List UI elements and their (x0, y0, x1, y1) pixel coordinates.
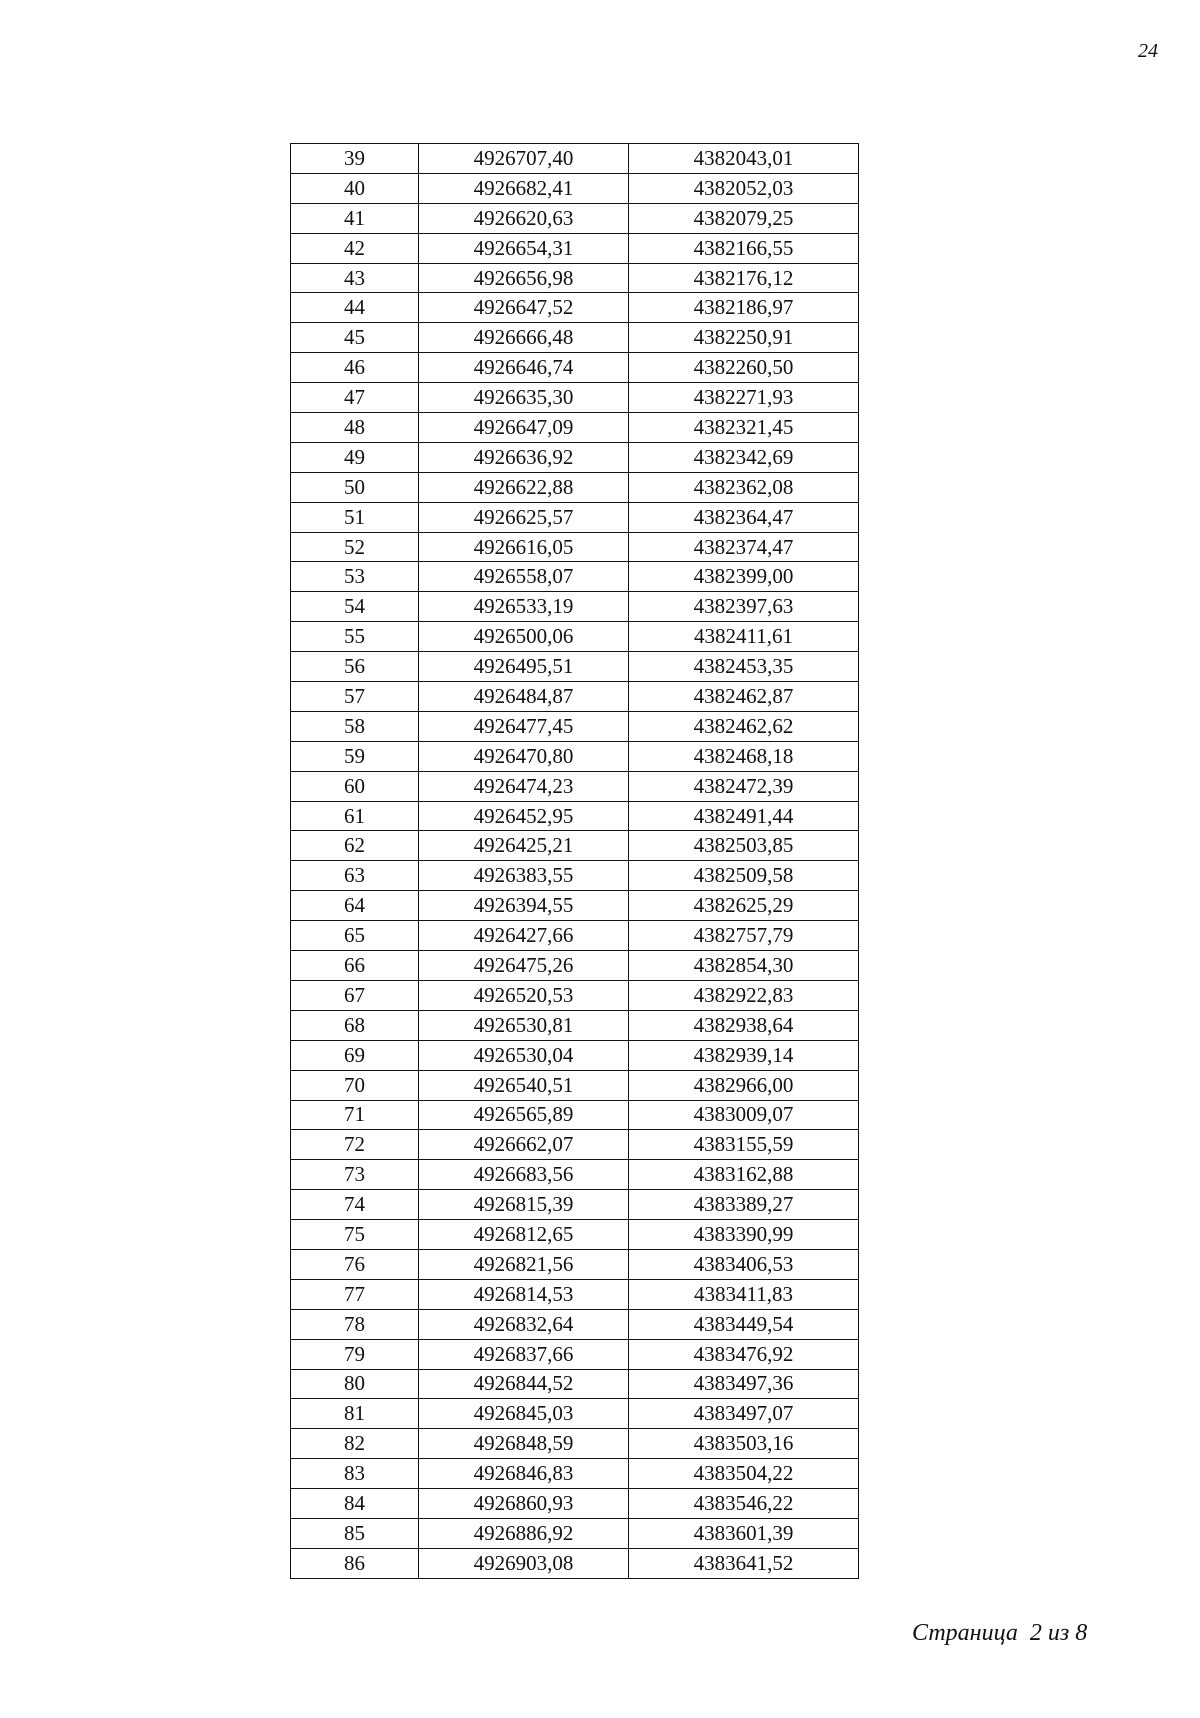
point-number-cell: 83 (291, 1459, 419, 1489)
point-number-cell: 65 (291, 921, 419, 951)
y-coordinate-cell: 4382166,55 (629, 233, 859, 263)
x-coordinate-cell: 4926475,26 (419, 951, 629, 981)
table-row (291, 1220, 859, 1250)
table-row (291, 323, 859, 353)
x-coordinate-cell: 4926622,88 (419, 472, 629, 502)
table-row (291, 951, 859, 981)
point-number-cell: 64 (291, 891, 419, 921)
point-number-cell: 77 (291, 1279, 419, 1309)
x-coordinate-cell: 4926530,04 (419, 1040, 629, 1070)
table-row (291, 144, 859, 174)
y-coordinate-cell: 4382250,91 (629, 323, 859, 353)
coordinates-table-body (291, 144, 859, 1579)
point-number-cell: 85 (291, 1518, 419, 1548)
table-row (291, 1309, 859, 1339)
y-coordinate-cell: 4382397,63 (629, 592, 859, 622)
y-coordinate-cell: 4383641,52 (629, 1548, 859, 1578)
y-coordinate-cell: 4382364,47 (629, 502, 859, 532)
x-coordinate-cell: 4926470,80 (419, 741, 629, 771)
point-number-cell: 40 (291, 173, 419, 203)
point-number-cell: 57 (291, 682, 419, 712)
y-coordinate-cell: 4382625,29 (629, 891, 859, 921)
table-row (291, 592, 859, 622)
y-coordinate-cell: 4382462,62 (629, 711, 859, 741)
x-coordinate-cell: 4926558,07 (419, 562, 629, 592)
table-row (291, 1339, 859, 1369)
x-coordinate-cell: 4926620,63 (419, 203, 629, 233)
y-coordinate-cell: 4383155,59 (629, 1130, 859, 1160)
x-coordinate-cell: 4926383,55 (419, 861, 629, 891)
table-row (291, 1249, 859, 1279)
table-row (291, 1040, 859, 1070)
x-coordinate-cell: 4926427,66 (419, 921, 629, 951)
table-row (291, 502, 859, 532)
y-coordinate-cell: 4382757,79 (629, 921, 859, 951)
x-coordinate-cell: 4926452,95 (419, 801, 629, 831)
point-number-cell: 41 (291, 203, 419, 233)
point-number-cell: 63 (291, 861, 419, 891)
table-row (291, 353, 859, 383)
x-coordinate-cell: 4926616,05 (419, 532, 629, 562)
x-coordinate-cell: 4926484,87 (419, 682, 629, 712)
x-coordinate-cell: 4926530,81 (419, 1010, 629, 1040)
point-number-cell: 58 (291, 711, 419, 741)
y-coordinate-cell: 4383009,07 (629, 1100, 859, 1130)
point-number-cell: 76 (291, 1249, 419, 1279)
x-coordinate-cell: 4926821,56 (419, 1249, 629, 1279)
table-row (291, 891, 859, 921)
x-coordinate-cell: 4926886,92 (419, 1518, 629, 1548)
y-coordinate-cell: 4382399,00 (629, 562, 859, 592)
x-coordinate-cell: 4926647,52 (419, 293, 629, 323)
x-coordinate-cell: 4926707,40 (419, 144, 629, 174)
point-number-cell: 43 (291, 263, 419, 293)
point-number-cell: 71 (291, 1100, 419, 1130)
point-number-cell: 66 (291, 951, 419, 981)
point-number-cell: 42 (291, 233, 419, 263)
y-coordinate-cell: 4382922,83 (629, 980, 859, 1010)
table-row (291, 1489, 859, 1519)
y-coordinate-cell: 4382342,69 (629, 442, 859, 472)
point-number-cell: 69 (291, 1040, 419, 1070)
page-number: 24 (1138, 40, 1158, 62)
x-coordinate-cell: 4926425,21 (419, 831, 629, 861)
point-number-cell: 50 (291, 472, 419, 502)
x-coordinate-cell: 4926646,74 (419, 353, 629, 383)
x-coordinate-cell: 4926662,07 (419, 1130, 629, 1160)
table-row (291, 413, 859, 443)
y-coordinate-cell: 4382491,44 (629, 801, 859, 831)
table-row (291, 980, 859, 1010)
point-number-cell: 78 (291, 1309, 419, 1339)
table-row (291, 1459, 859, 1489)
point-number-cell: 52 (291, 532, 419, 562)
x-coordinate-cell: 4926533,19 (419, 592, 629, 622)
x-coordinate-cell: 4926832,64 (419, 1309, 629, 1339)
table-row (291, 203, 859, 233)
y-coordinate-cell: 4382411,61 (629, 622, 859, 652)
table-row (291, 233, 859, 263)
y-coordinate-cell: 4382854,30 (629, 951, 859, 981)
x-coordinate-cell: 4926647,09 (419, 413, 629, 443)
y-coordinate-cell: 4383411,83 (629, 1279, 859, 1309)
x-coordinate-cell: 4926520,53 (419, 980, 629, 1010)
point-number-cell: 55 (291, 622, 419, 652)
x-coordinate-cell: 4926565,89 (419, 1100, 629, 1130)
x-coordinate-cell: 4926815,39 (419, 1190, 629, 1220)
point-number-cell: 45 (291, 323, 419, 353)
point-number-cell: 74 (291, 1190, 419, 1220)
x-coordinate-cell: 4926682,41 (419, 173, 629, 203)
y-coordinate-cell: 4383162,88 (629, 1160, 859, 1190)
y-coordinate-cell: 4382321,45 (629, 413, 859, 443)
coordinates-table (290, 143, 859, 1579)
x-coordinate-cell: 4926636,92 (419, 442, 629, 472)
point-number-cell: 79 (291, 1339, 419, 1369)
table-row (291, 741, 859, 771)
table-row (291, 1010, 859, 1040)
y-coordinate-cell: 4382468,18 (629, 741, 859, 771)
table-row (291, 472, 859, 502)
x-coordinate-cell: 4926495,51 (419, 652, 629, 682)
point-number-cell: 61 (291, 801, 419, 831)
point-number-cell: 53 (291, 562, 419, 592)
table-row (291, 1399, 859, 1429)
y-coordinate-cell: 4383504,22 (629, 1459, 859, 1489)
table-row (291, 562, 859, 592)
table-row (291, 1518, 859, 1548)
table-row (291, 1369, 859, 1399)
y-coordinate-cell: 4382052,03 (629, 173, 859, 203)
y-coordinate-cell: 4383449,54 (629, 1309, 859, 1339)
table-row (291, 711, 859, 741)
point-number-cell: 72 (291, 1130, 419, 1160)
point-number-cell: 67 (291, 980, 419, 1010)
y-coordinate-cell: 4382503,85 (629, 831, 859, 861)
table-row (291, 861, 859, 891)
y-coordinate-cell: 4382186,97 (629, 293, 859, 323)
point-number-cell: 81 (291, 1399, 419, 1429)
x-coordinate-cell: 4926477,45 (419, 711, 629, 741)
x-coordinate-cell: 4926540,51 (419, 1070, 629, 1100)
point-number-cell: 51 (291, 502, 419, 532)
table-row (291, 383, 859, 413)
y-coordinate-cell: 4382362,08 (629, 472, 859, 502)
y-coordinate-cell: 4383503,16 (629, 1429, 859, 1459)
table-row (291, 771, 859, 801)
x-coordinate-cell: 4926635,30 (419, 383, 629, 413)
x-coordinate-cell: 4926845,03 (419, 1399, 629, 1429)
table-row (291, 1100, 859, 1130)
x-coordinate-cell: 4926844,52 (419, 1369, 629, 1399)
page-footer: Страница 2 из 8 (912, 1620, 1088, 1646)
table-row (291, 622, 859, 652)
y-coordinate-cell: 4383601,39 (629, 1518, 859, 1548)
point-number-cell: 56 (291, 652, 419, 682)
point-number-cell: 60 (291, 771, 419, 801)
y-coordinate-cell: 4382453,35 (629, 652, 859, 682)
y-coordinate-cell: 4383476,92 (629, 1339, 859, 1369)
table-row (291, 532, 859, 562)
y-coordinate-cell: 4382260,50 (629, 353, 859, 383)
point-number-cell: 44 (291, 293, 419, 323)
table-row (291, 1190, 859, 1220)
table-row (291, 1548, 859, 1578)
point-number-cell: 80 (291, 1369, 419, 1399)
table-row (291, 1429, 859, 1459)
table-row (291, 1070, 859, 1100)
y-coordinate-cell: 4382966,00 (629, 1070, 859, 1100)
y-coordinate-cell: 4382176,12 (629, 263, 859, 293)
x-coordinate-cell: 4926814,53 (419, 1279, 629, 1309)
table-row (291, 442, 859, 472)
y-coordinate-cell: 4382509,58 (629, 861, 859, 891)
table-row (291, 921, 859, 951)
point-number-cell: 48 (291, 413, 419, 443)
x-coordinate-cell: 4926656,98 (419, 263, 629, 293)
table-row (291, 652, 859, 682)
point-number-cell: 49 (291, 442, 419, 472)
y-coordinate-cell: 4382462,87 (629, 682, 859, 712)
point-number-cell: 62 (291, 831, 419, 861)
x-coordinate-cell: 4926837,66 (419, 1339, 629, 1369)
point-number-cell: 84 (291, 1489, 419, 1519)
x-coordinate-cell: 4926848,59 (419, 1429, 629, 1459)
point-number-cell: 75 (291, 1220, 419, 1250)
table-row (291, 1130, 859, 1160)
x-coordinate-cell: 4926903,08 (419, 1548, 629, 1578)
y-coordinate-cell: 4382938,64 (629, 1010, 859, 1040)
y-coordinate-cell: 4383497,36 (629, 1369, 859, 1399)
point-number-cell: 54 (291, 592, 419, 622)
table-row (291, 173, 859, 203)
y-coordinate-cell: 4383546,22 (629, 1489, 859, 1519)
x-coordinate-cell: 4926474,23 (419, 771, 629, 801)
table-row (291, 263, 859, 293)
x-coordinate-cell: 4926500,06 (419, 622, 629, 652)
x-coordinate-cell: 4926666,48 (419, 323, 629, 353)
point-number-cell: 86 (291, 1548, 419, 1578)
x-coordinate-cell: 4926654,31 (419, 233, 629, 263)
point-number-cell: 46 (291, 353, 419, 383)
table-row (291, 682, 859, 712)
point-number-cell: 59 (291, 741, 419, 771)
y-coordinate-cell: 4383390,99 (629, 1220, 859, 1250)
x-coordinate-cell: 4926625,57 (419, 502, 629, 532)
y-coordinate-cell: 4382079,25 (629, 203, 859, 233)
y-coordinate-cell: 4383389,27 (629, 1190, 859, 1220)
x-coordinate-cell: 4926812,65 (419, 1220, 629, 1250)
table-row (291, 801, 859, 831)
y-coordinate-cell: 4382939,14 (629, 1040, 859, 1070)
y-coordinate-cell: 4382374,47 (629, 532, 859, 562)
x-coordinate-cell: 4926860,93 (419, 1489, 629, 1519)
point-number-cell: 68 (291, 1010, 419, 1040)
y-coordinate-cell: 4383406,53 (629, 1249, 859, 1279)
x-coordinate-cell: 4926394,55 (419, 891, 629, 921)
y-coordinate-cell: 4383497,07 (629, 1399, 859, 1429)
point-number-cell: 47 (291, 383, 419, 413)
point-number-cell: 39 (291, 144, 419, 174)
table-row (291, 293, 859, 323)
y-coordinate-cell: 4382043,01 (629, 144, 859, 174)
table-row (291, 831, 859, 861)
point-number-cell: 73 (291, 1160, 419, 1190)
y-coordinate-cell: 4382472,39 (629, 771, 859, 801)
point-number-cell: 82 (291, 1429, 419, 1459)
point-number-cell: 70 (291, 1070, 419, 1100)
table-row (291, 1279, 859, 1309)
table-row (291, 1160, 859, 1190)
x-coordinate-cell: 4926846,83 (419, 1459, 629, 1489)
y-coordinate-cell: 4382271,93 (629, 383, 859, 413)
x-coordinate-cell: 4926683,56 (419, 1160, 629, 1190)
